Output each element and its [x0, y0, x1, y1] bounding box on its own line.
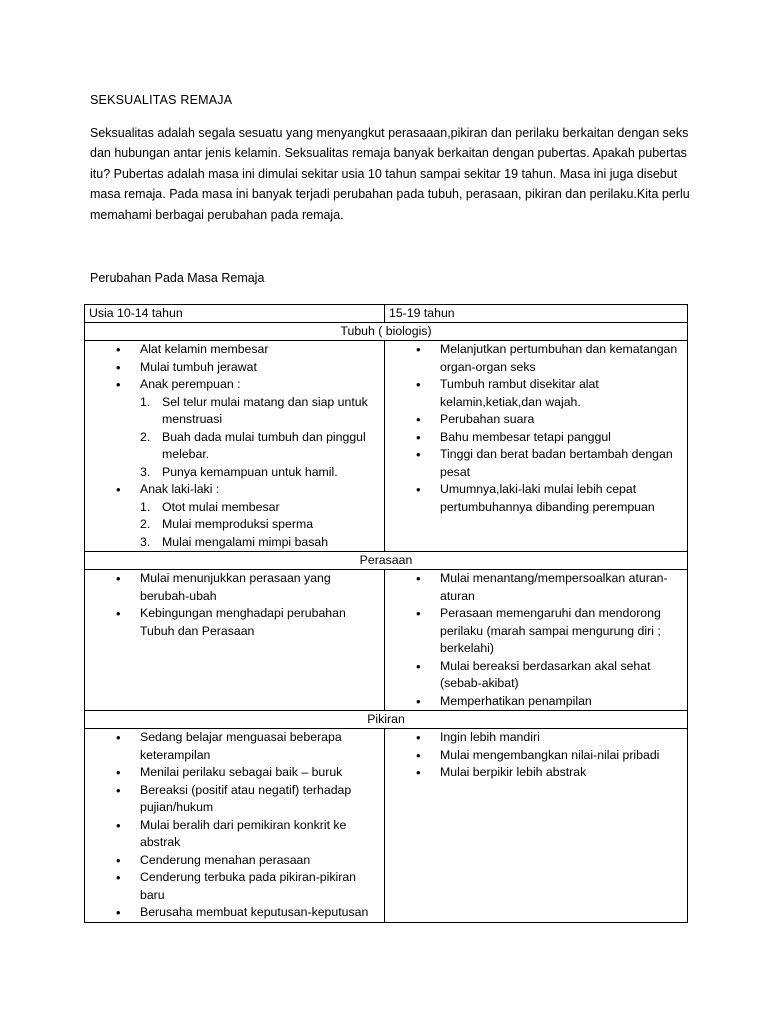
header-age-15-19: 15-19 tahun: [385, 305, 688, 323]
girls-label: Anak perempuan :: [140, 377, 241, 391]
number-marker: 1.: [140, 499, 151, 514]
cell-pikiran-right: [385, 729, 688, 923]
list-item: • Mulai mengembangkan nilai-nilai pribadi: [389, 747, 683, 765]
boys-label: Anak laki-laki :: [140, 482, 220, 496]
list-item: • Mulai menunjukkan perasaan yang berubah-ubah: [89, 570, 380, 605]
list-item: [140, 429, 380, 464]
list-perasaan-right: [389, 570, 683, 710]
intro-paragraph-text: Seksualitas adalah segala sesuatu yang menyangkut perasaaan,pikiran dan perilaku berkaitan dengan seks dan hubungan antar jenis kelamin. Seksualitas remaja banyak berkaitan dengan pubertas. Apakah pubertas itu? Pubertas adalah masa ini dimulai sekitar usia 10 tahun sampai sekitar 19 tahun. Masa ini juga disebut masa remaja. Pada masa ini banyak terjadi perubahan pada tubuh, perasaan, pikiran dan perilaku.Kita perlu memahami berbagai perubahan pada remaja.: [90, 126, 690, 222]
list-item: • Bahu membesar tetapi panggul: [389, 429, 683, 447]
list-item: • Tumbuh rambut disekitar alat kelamin,ketiak,dan wajah.: [389, 376, 683, 411]
list-item-text: Buah dada mulai tumbuh dan pinggul melebar.: [162, 429, 366, 461]
list-item: • Berusaha membuat keputusan-keputusan: [89, 904, 380, 922]
cell-perasaan-right: [385, 570, 688, 711]
section-row-pikiran: [85, 711, 688, 729]
list-pikiran-right: [389, 729, 683, 782]
list-perasaan-left: [89, 570, 380, 640]
content-row-perasaan: [85, 570, 688, 711]
list-item: [140, 464, 380, 482]
section-title-pikiran: Pikiran: [85, 711, 688, 729]
list-item: [140, 534, 380, 552]
number-marker: 3.: [140, 464, 151, 479]
list-pikiran-left: [89, 729, 380, 922]
list-item: • Ingin lebih mandiri: [389, 729, 683, 747]
list-item-text: Otot mulai membesar: [162, 499, 280, 514]
list-item: • Cenderung terbuka pada pikiran-pikiran baru: [89, 869, 380, 904]
list-tubuh-right: [389, 341, 683, 516]
list-item: • Mulai menantang/mempersoalkan aturan-aturan: [389, 570, 683, 605]
list-item-text: Mulai memproduksi sperma: [162, 517, 314, 531]
list-item: • Alat kelamin membesar: [89, 341, 380, 359]
list-item: • Mulai bereaksi berdasarkan akal sehat (sebab-akibat): [389, 658, 683, 693]
list-item: • Menilai perilaku sebagai baik – buruk: [89, 764, 380, 782]
list-item: [140, 516, 380, 534]
list-boys: [140, 499, 380, 552]
cell-pikiran-left: [85, 729, 385, 923]
document-title: SEKSUALITAS REMAJA: [90, 93, 233, 107]
intro-paragraph: [90, 123, 690, 225]
list-item: • Mulai beralih dari pemikiran konkrit ke abstrak: [89, 817, 380, 852]
list-item: • Mulai tumbuh jerawat: [89, 359, 380, 377]
header-age-10-14: Usia 10-14 tahun: [85, 305, 385, 323]
table-header-row: [85, 305, 688, 323]
list-girls: [140, 394, 380, 482]
list-item: • Bereaksi (positif atau negatif) terhadap pujian/hukum: [89, 782, 380, 817]
section-title-perasaan: Perasaan: [85, 552, 688, 570]
section-row-tubuh: [85, 323, 688, 341]
cell-tubuh-right: [385, 341, 688, 552]
changes-table: [84, 304, 688, 923]
number-marker: 2.: [140, 517, 151, 531]
list-item: • Sedang belajar menguasai beberapa keterampilan: [89, 729, 380, 764]
section-row-perasaan: [85, 552, 688, 570]
number-marker: 1.: [140, 394, 151, 409]
list-item: • Perasaan memengaruhi dan mendorong perilaku (marah sampai mengurung diri ; berkelahi): [389, 605, 683, 658]
list-item: • Melanjutkan pertumbuhan dan kematangan organ-organ seks: [389, 341, 683, 376]
list-item-boys: [89, 481, 380, 551]
list-item: • Cenderung menahan perasaan: [89, 852, 380, 870]
table-caption: Perubahan Pada Masa Remaja: [90, 271, 265, 285]
list-item: • Mulai berpikir lebih abstrak: [389, 764, 683, 782]
list-item: • Tinggi dan berat badan bertambah dengan pesat: [389, 446, 683, 481]
cell-perasaan-left: [85, 570, 385, 711]
list-item-girls: [89, 376, 380, 481]
content-row-pikiran: [85, 729, 688, 923]
cell-tubuh-left: [85, 341, 385, 552]
content-row-tubuh: [85, 341, 688, 552]
list-item: [140, 499, 380, 517]
section-title-tubuh: Tubuh ( biologis): [85, 323, 688, 341]
list-item: • Memperhatikan penampilan: [389, 693, 683, 711]
list-item-text: Mulai mengalami mimpi basah: [162, 534, 329, 549]
list-tubuh-left: [89, 341, 380, 551]
list-item-text: Punya kemampuan untuk hamil.: [162, 464, 338, 479]
list-item: [140, 394, 380, 429]
list-item: • Kebingungan menghadapi perubahan Tubuh dan Perasaan: [89, 605, 380, 640]
list-item: • Perubahan suara: [389, 411, 683, 429]
list-item-text: Sel telur mulai matang dan siap untuk menstruasi: [162, 394, 368, 426]
list-item: • Umumnya,laki-laki mulai lebih cepat pertumbuhannya dibanding perempuan: [389, 481, 683, 516]
number-marker: 2.: [140, 429, 151, 444]
number-marker: 3.: [140, 534, 151, 549]
